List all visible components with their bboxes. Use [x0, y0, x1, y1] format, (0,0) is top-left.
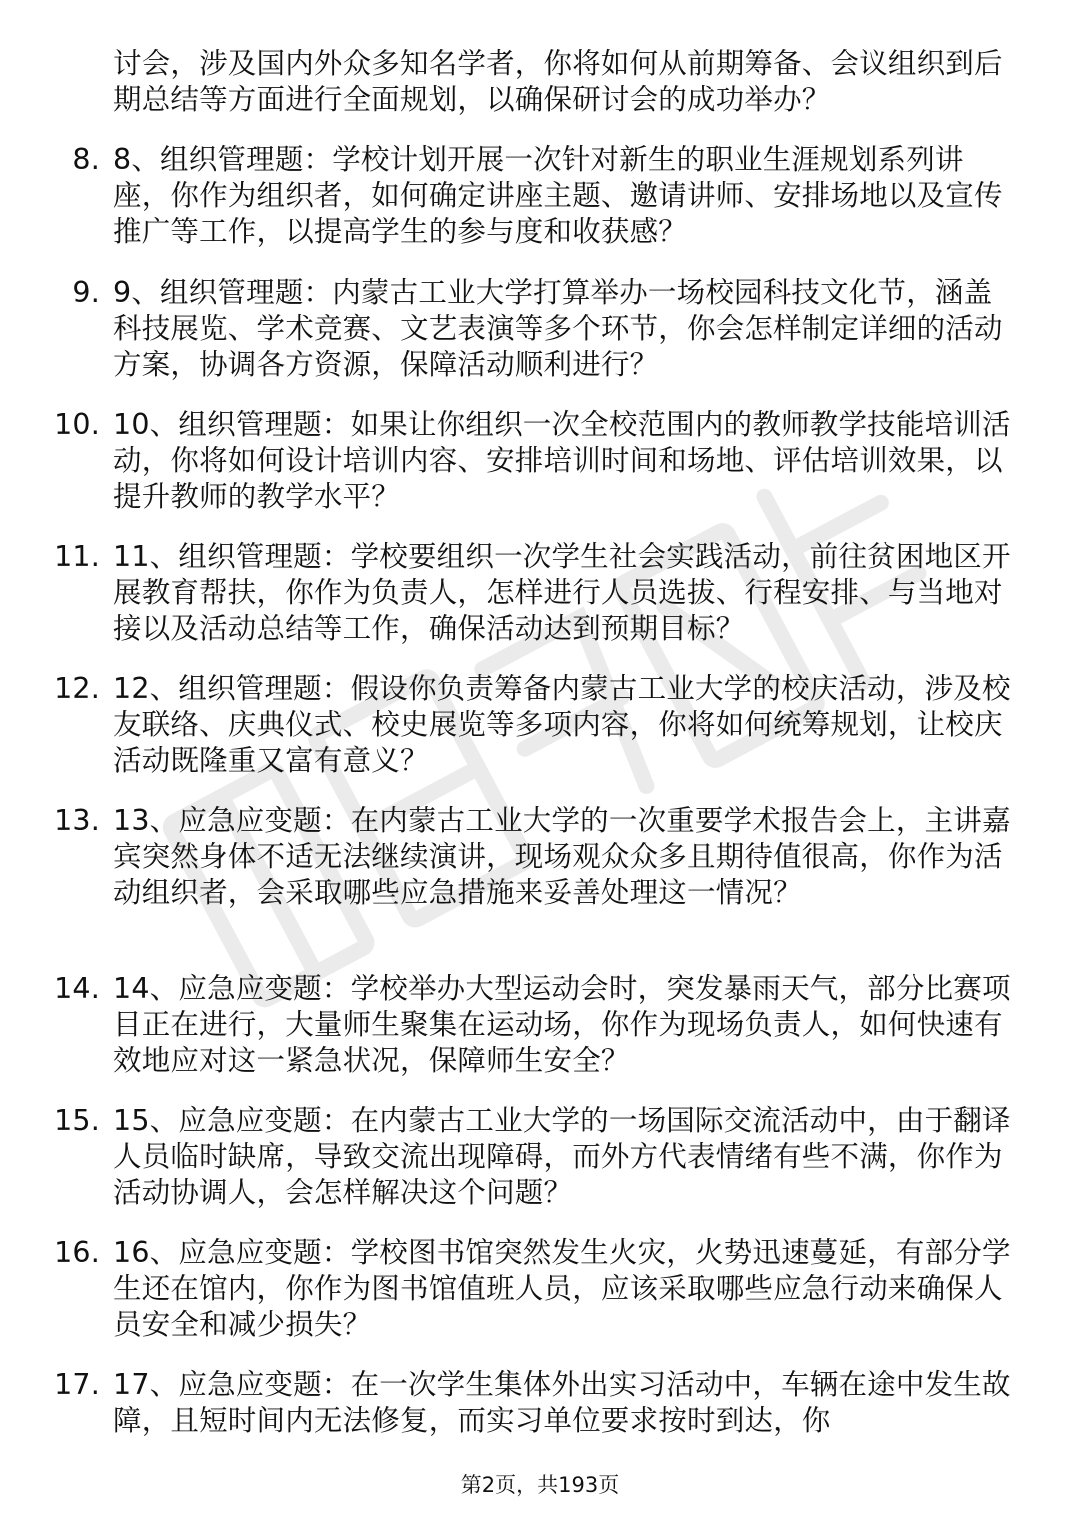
- list-item-number: 8.: [72, 143, 100, 176]
- list-item-text: 17、应急应变题：在一次学生集体外出实习活动中，车辆在途中发生故障，且短时间内无法修复，而实习单位要求按时到达，你: [113, 1368, 1011, 1437]
- list-item-number: 14.: [54, 972, 100, 1005]
- list-item-number: 17.: [54, 1368, 100, 1401]
- list-item-text: 8、组织管理题：学校计划开展一次针对新生的职业生涯规划系列讲座，你作为组织者，如何确定讲座主题、邀请讲师、安排场地以及宣传推广等工作，以提高学生的参与度和收获感？: [113, 143, 1003, 248]
- list-item-text: 14、应急应变题：学校举办大型运动会时，突发暴雨天气，部分比赛项目正在进行，大量师生聚集在运动场，你作为现场负责人，如何快速有效地应对这一紧急状况，保障师生安全？: [113, 972, 1011, 1077]
- list-item-text: 13、应急应变题：在内蒙古工业大学的一次重要学术报告会上，主讲嘉宾突然身体不适无法继续演讲，现场观众众多且期待值很高，你作为活动组织者，会采取哪些应急措施来妥善处理这一情况？: [113, 804, 1011, 909]
- list-item-text: 15、应急应变题：在内蒙古工业大学的一场国际交流活动中，由于翻译人员临时缺席，导致交流出现障碍，而外方代表情绪有些不满，你作为活动协调人，会怎样解决这个问题？: [113, 1104, 1011, 1209]
- list-item-text: 10、组织管理题：如果让你组织一次全校范围内的教师教学技能培训活动，你将如何设计培训内容、安排培训时间和场地、评估培训效果，以提升教师的教学水平？: [113, 408, 1011, 513]
- list-item-text: 9、组织管理题：内蒙古工业大学打算举办一场校园科技文化节，涵盖科技展览、学术竞赛、文艺表演等多个环节，你会怎样制定详细的活动方案，协调各方资源，保障活动顺利进行？: [113, 276, 1003, 381]
- list-item-text: 16、应急应变题：学校图书馆突然发生火灾，火势迅速蔓延，有部分学生还在馆内，你作为图书馆值班人员，应该采取哪些应急行动来确保人员安全和减少损失？: [113, 1236, 1011, 1341]
- list-item-text: 11、组织管理题：学校要组织一次学生社会实践活动，前往贫困地区开展教育帮扶，你作为负责人，怎样进行人员选拔、行程安排、与当地对接以及活动总结等工作，确保活动达到预期目标？: [113, 540, 1011, 645]
- list-item-number: 16.: [54, 1236, 100, 1269]
- list-item-number: 10.: [54, 408, 100, 441]
- list-item-number: 11.: [54, 540, 100, 573]
- list-item-number: 15.: [54, 1104, 100, 1137]
- list-item-number: 9.: [72, 276, 100, 309]
- continuation-paragraph: 讨会，涉及国内外众多知名学者，你将如何从前期筹备、会议组织到后期总结等方面进行全面规划，以确保研讨会的成功举办？: [113, 47, 1003, 116]
- page-footer: 第2页，共193页: [460, 1473, 620, 1497]
- list-item-number: 13.: [54, 804, 100, 837]
- list-item-text: 12、组织管理题：假设你负责筹备内蒙古工业大学的校庆活动，涉及校友联络、庆典仪式、校史展览等多项内容，你将如何统筹规划，让校庆活动既隆重又富有意义？: [113, 672, 1011, 777]
- list-item-number: 12.: [54, 672, 100, 705]
